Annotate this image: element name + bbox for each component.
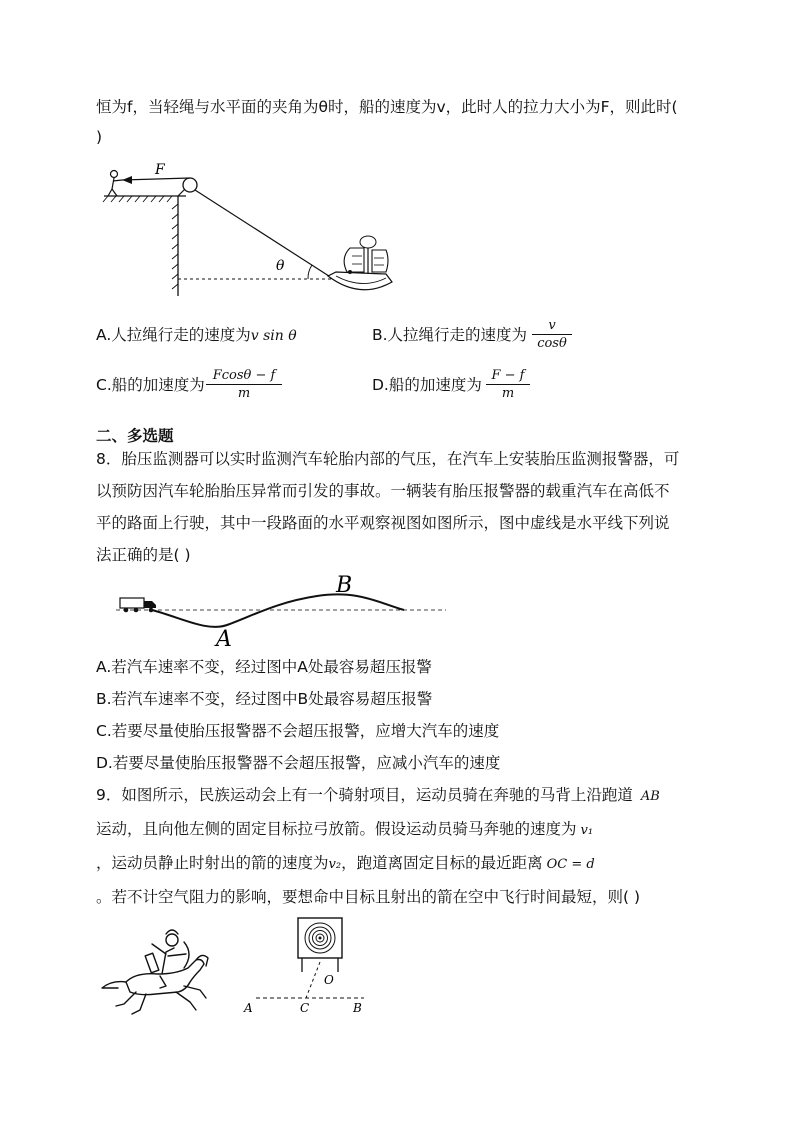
q8-stem-line3: 平的路面上行驶，其中一段路面的水平观察视图如图所示，图中虚线是水平线下列说 xyxy=(96,514,670,532)
section-title: 二、多选题 xyxy=(96,427,174,445)
q7-option-c: C.船的加速度为 xyxy=(96,376,205,394)
q9-track-ab: AB xyxy=(640,789,660,804)
q8-option-b: B.若汽车速率不变，经过图中B处最容易超压报警 xyxy=(96,690,433,708)
q8-stem-line2: 以预防因汽车轮胎胎压异常而引发的事故。一辆装有胎压报警器的载重汽车在高低不 xyxy=(96,482,670,500)
q7-stem-line2: ) xyxy=(96,128,103,146)
target-geometry-figure xyxy=(240,914,380,1018)
q7-option-c-fraction: Fcosθ − f m xyxy=(206,368,282,401)
q7-option-d-fraction: F − f m xyxy=(486,368,530,401)
q8-option-d: D.若要尽量使胎压报警器不会超压报警，应减小汽车的速度 xyxy=(96,754,501,772)
q9-v2: v₂ xyxy=(328,857,342,872)
point-b-label: B xyxy=(353,1001,362,1015)
point-a-label: A xyxy=(244,1001,253,1015)
point-o-label: O xyxy=(324,973,334,987)
force-label: F xyxy=(155,162,165,178)
q9-stem-line4: 。若不计空气阻力的影响，要想命中目标且射出的箭在空中飞行时间最短，则( ) xyxy=(96,888,641,906)
q7-option-b-fraction: v cosθ xyxy=(532,318,572,351)
q9-stem-line1: 9．如图所示，民族运动会上有一个骑射项目，运动员骑在奔驰的马背上沿跑道 AB xyxy=(96,786,660,804)
q8-option-c: C.若要尽量使胎压报警器不会超压报警，应增大汽车的速度 xyxy=(96,722,500,740)
q9-stem-line3: ，运动员静止时射出的箭的速度为v₂，跑道离固定目标的最近距离 OC = d xyxy=(96,854,595,872)
q8-option-a: A.若汽车速率不变，经过图中A处最容易超压报警 xyxy=(96,658,432,676)
q7-boat-pulley-figure xyxy=(100,160,400,300)
q7-option-a-expr: v sin θ xyxy=(250,328,297,344)
q7-option-a: A.人拉绳行走的速度为v sin θ xyxy=(96,326,297,344)
q7-option-b: B.人拉绳行走的速度为 xyxy=(372,326,528,344)
q9-oc-distance: OC = d xyxy=(546,857,595,872)
q7-option-d: D.船的加速度为 xyxy=(372,376,482,394)
horse-rider-figure xyxy=(96,924,216,1020)
point-a-label: A xyxy=(216,627,232,652)
point-b-label: B xyxy=(336,573,353,598)
q8-stem-line4: 法正确的是( ) xyxy=(96,546,191,564)
angle-label: θ xyxy=(276,258,285,274)
point-c-label: C xyxy=(300,1001,310,1015)
q7-stem-line1: 恒为f，当轻绳与水平面的夹角为θ时，船的速度为v，此时人的拉力大小为F，则此时( xyxy=(96,98,678,116)
q9-v1: v₁ xyxy=(580,823,594,838)
q9-stem-line2: 运动，且向他左侧的固定目标拉弓放箭。假设运动员骑马奔驰的速度为 v₁ xyxy=(96,820,594,838)
q8-road-figure xyxy=(112,570,452,650)
q8-stem-line1: 8．胎压监测器可以实时监测汽车轮胎内部的气压，在汽车上安装胎压监测报警器，可 xyxy=(96,450,680,468)
